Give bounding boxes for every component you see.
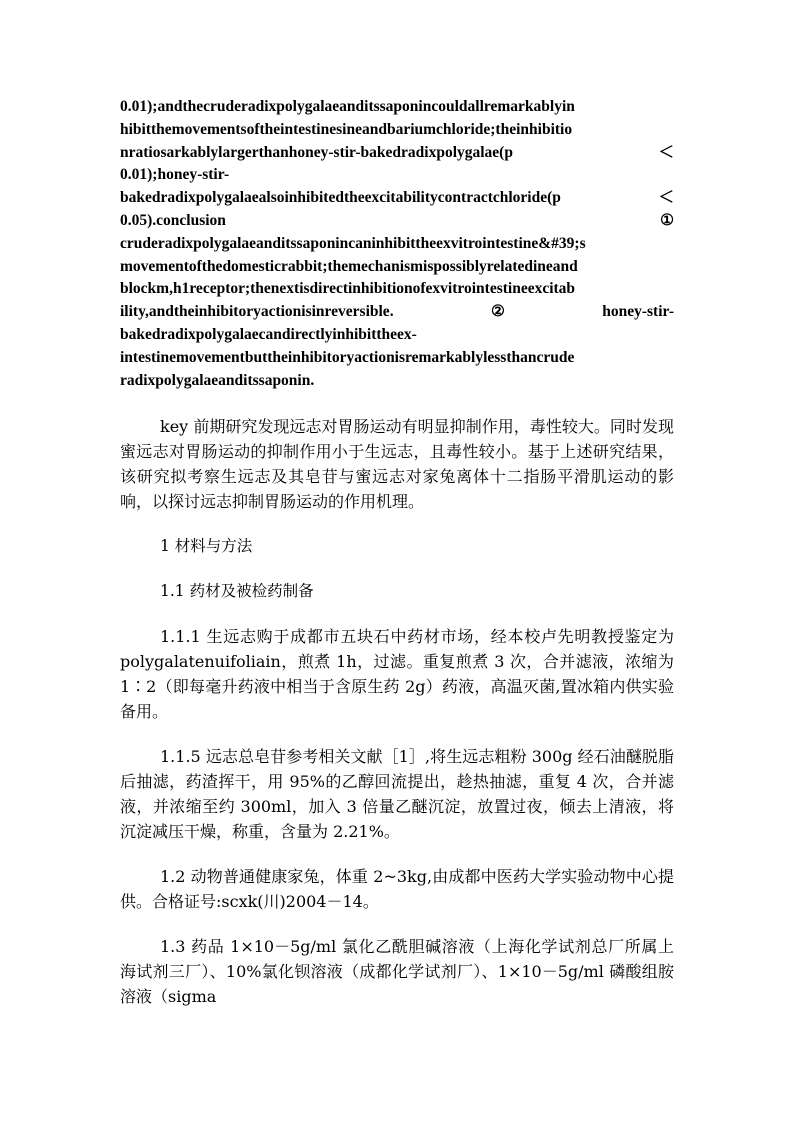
- paragraph-1-3: 1.3 药品 1×10－5g/ml 氯化乙酰胆碱溶液（上海化学试剂总厂所属上海试剂三厂）、10%氯化钡溶液（成都化学试剂厂）、1×10－5g/ml 磷酸组胺溶液（sigma: [120, 937, 674, 1007]
- paragraph-1-2: 1.2 动物普通健康家兔，体重 2~3kg,由成都中医药大学实验动物中心提供。合格证号:scxk(川)2004－14。: [120, 867, 674, 912]
- abstract-line: bakedradixpolygalaecandirectlyinhibittheex-: [120, 325, 417, 343]
- section-heading-materials-methods: 1 材料与方法: [160, 537, 253, 556]
- abstract-line: [120, 301, 674, 324]
- abstract-line: [120, 142, 674, 165]
- abstract-line-part: ②: [490, 303, 505, 321]
- abstract-line: [120, 210, 674, 233]
- abstract-line-part: ①: [660, 211, 674, 229]
- abstract-line-part: ＜: [658, 143, 674, 161]
- abstract-line-part: honey-stir-: [602, 303, 674, 321]
- abstract-line-part: 0.05).conclusion: [120, 211, 226, 229]
- abstract-line: intestinemovementbuttheinhibitoryactionisremarkablylessthancrude: [120, 348, 575, 366]
- abstract-line: 0.01);honey-stir-: [120, 166, 230, 184]
- subsection-heading-drug-preparation: 1.1 药材及被检药制备: [160, 582, 314, 601]
- abstract-line: radixpolygalaeanditssaponin.: [120, 371, 315, 389]
- abstract-line-part: ＜: [658, 189, 674, 207]
- abstract-line: blockm,h1receptor;thenextisdirectinhibitionofexvitrointestineexcitab: [120, 280, 576, 298]
- abstract-line: movementofthedomesticrabbit;themechanismispossiblyrelatedineand: [120, 257, 578, 275]
- abstract-block: [120, 96, 674, 392]
- abstract-line-part: bakedradixpolygalaealsoinhibitedtheexcitabilitycontractchloride(p: [120, 189, 561, 207]
- abstract-line-part: nratiosarkablylargerthanhoney-stir-bakedradixpolygalae(p: [120, 143, 513, 161]
- intro-paragraph: key 前期研究发现远志对胃肠运动有明显抑制作用，毒性较大。同时发现蜜远志对胃肠运动的抑制作用小于生远志，且毒性较小。基于上述研究结果，该研究拟考察生远志及其皂苷与蜜远志对家兔离体十二指肠平滑肌运动的影响，以探讨远志抑制胃肠运动的作用机理。: [120, 417, 674, 512]
- abstract-line: 0.01);andthecruderadixpolygalaeanditssaponincouldallremarkablyin: [120, 98, 575, 115]
- abstract-line: [120, 187, 674, 210]
- paragraph-1-1-5: 1.1.5 远志总皂苷参考相关文献［1］,将生远志粗粉 300g 经石油醚脱脂后抽滤，药渣挥干，用 95%的乙醇回流提出，趁热抽滤，重复 4 次，合并滤液，并浓缩至约 300ml，加入 3 倍量乙醚沉淀，放置过夜，倾去上清液，将沉淀减压干燥，称重，含量为 2.21%。: [120, 747, 674, 842]
- abstract-line: hibitthemovementsoftheintestinesineandbariumchloride;theinhibitio: [120, 120, 573, 138]
- abstract-line: cruderadixpolygalaeanditssaponincaninhibittheexvitrointestine&#39;s: [120, 234, 586, 252]
- abstract-line-part: ility,andtheinhibitoryactionisinreversible.: [120, 303, 394, 321]
- paragraph-1-1-1: 1.1.1 生远志购于成都市五块石中药材市场，经本校卢先明教授鉴定为 polygalatenuifoliain，煎煮 1h，过滤。重复煎煮 3 次，合并滤液，浓缩为 1∶2（即每毫升药液中相当于含原生药 2g）药液，高温灭菌,置冰箱内供实验备用。: [120, 627, 674, 722]
- document-page: [120, 96, 674, 1009]
